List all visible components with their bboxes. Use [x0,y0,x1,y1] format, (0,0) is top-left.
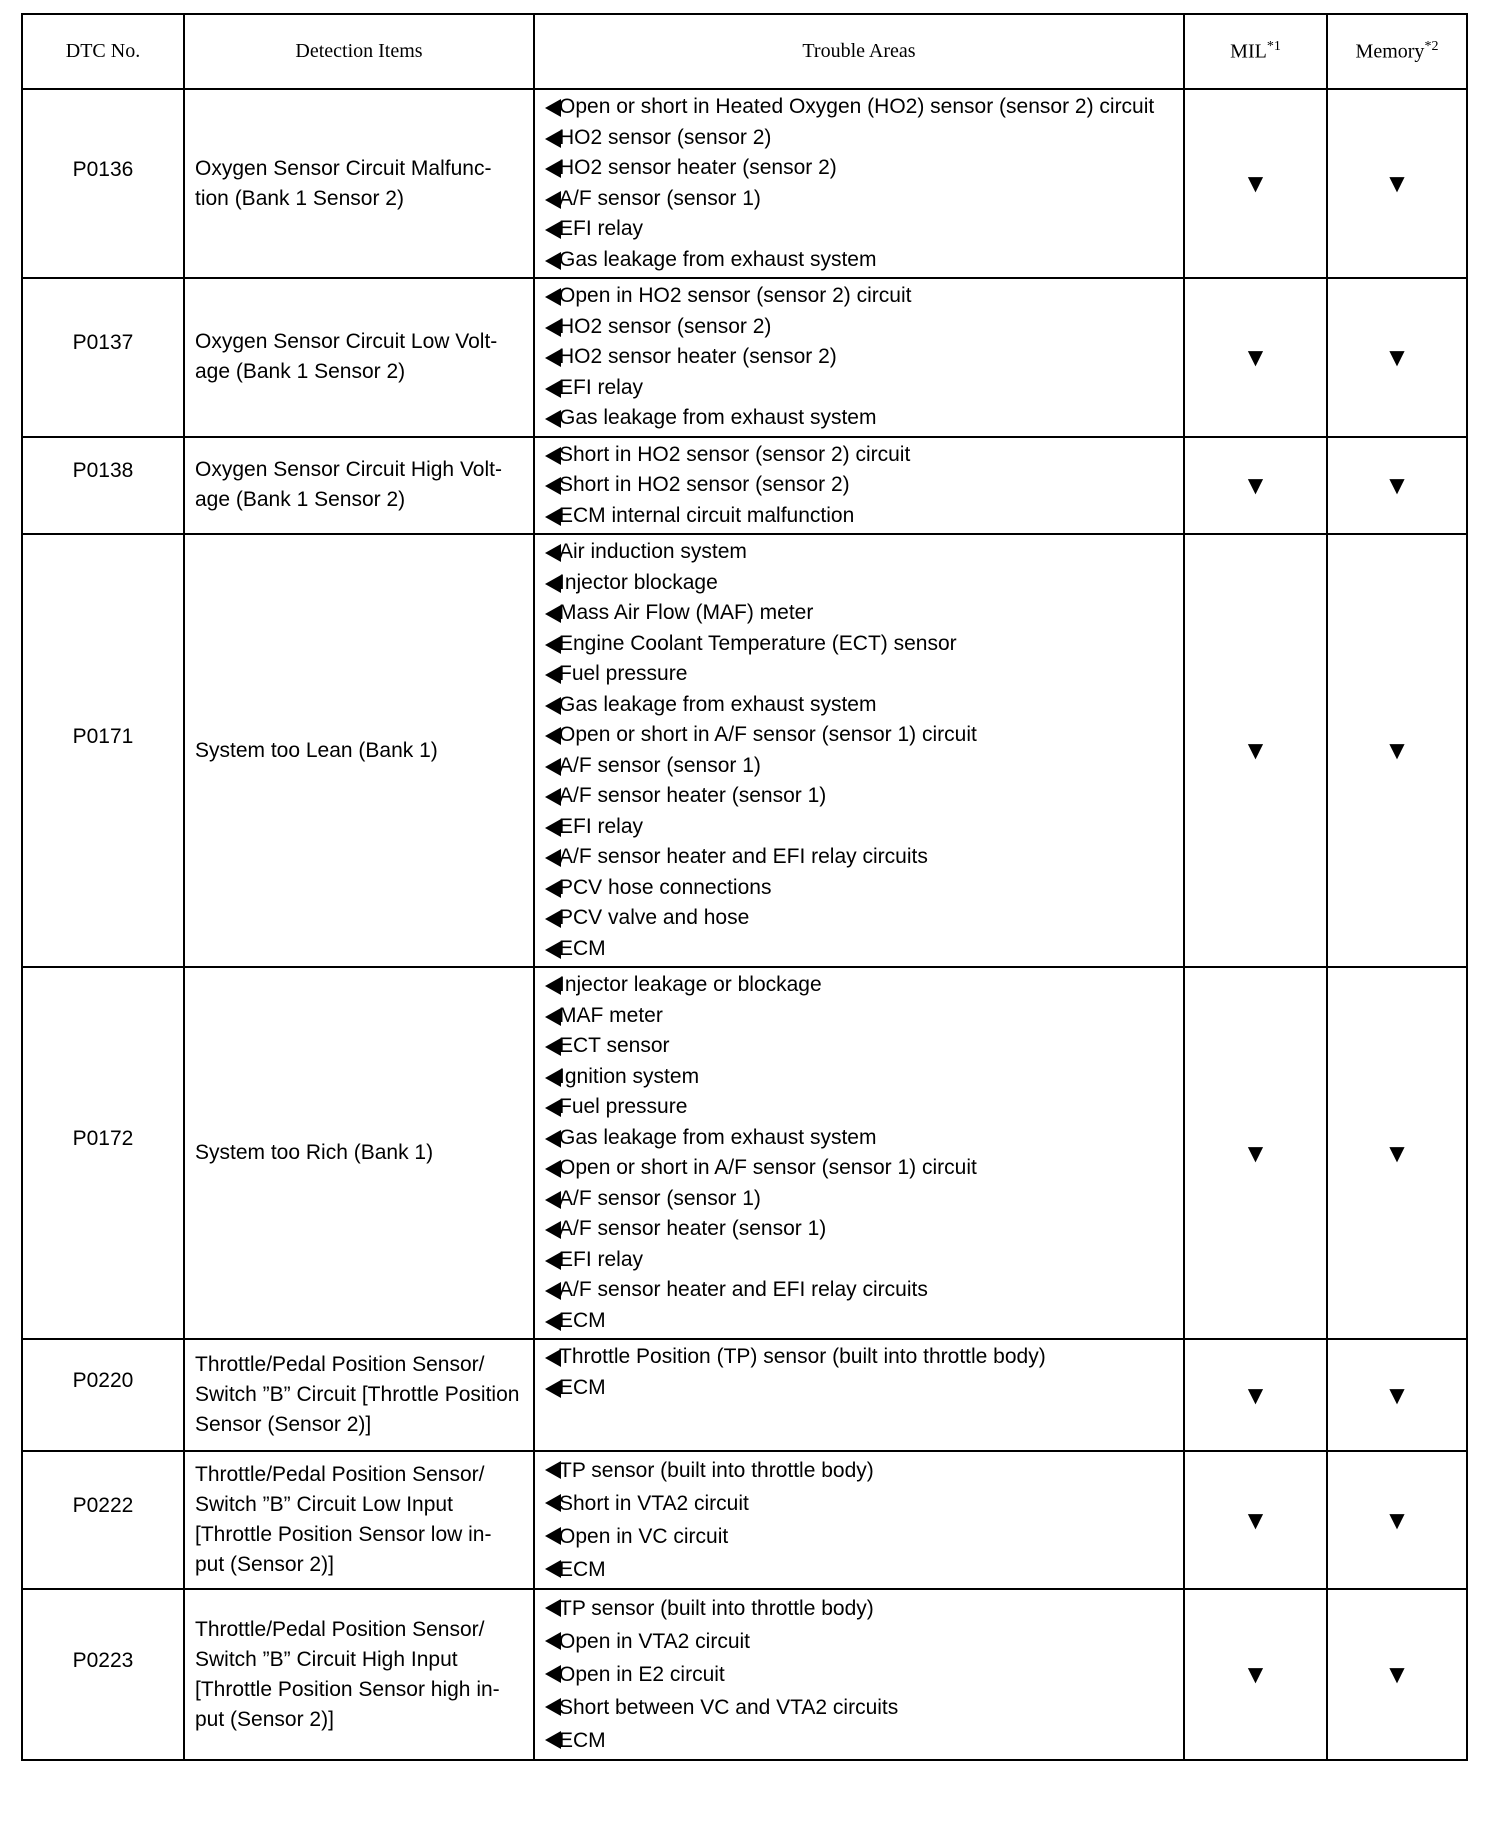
trouble-area-item: PCV hose connections [545,873,1173,904]
detection-item: System too Rich (Bank 1) [184,967,534,1339]
table-row [22,437,1467,535]
trouble-area-item: Fuel pressure [545,659,1173,690]
trouble-area-item: A/F sensor (sensor 1) [545,1184,1173,1215]
dtc-code-cell [22,967,184,1339]
dtc-code: P0171 [72,724,134,748]
trouble-area-item: ECT sensor [545,1031,1173,1062]
table-row [22,1589,1467,1760]
trouble-area-item: A/F sensor (sensor 1) [545,184,1173,215]
trouble-area-item: Ignition system [545,1062,1173,1093]
header-trouble-areas-label: Trouble Areas [802,40,916,62]
trouble-areas-list [545,281,1173,434]
table-row [22,89,1467,278]
dtc-code-cell [22,278,184,437]
trouble-areas-list [545,1342,1173,1403]
header-memory-footnote: *2 [1424,39,1439,55]
trouble-areas-cell [534,89,1184,278]
dtc-table-body [22,89,1467,1760]
trouble-area-item: Short between VC and VTA2 circuits [545,1691,1173,1724]
trouble-area-item: Air induction system [545,537,1173,568]
trouble-area-item: ECM [545,1373,1173,1404]
detection-item: Throttle/Pedal Position Sensor/ Switch ”B” Circuit [Throttle Position Sensor (Sensor 2)] [184,1339,534,1451]
trouble-areas-cell [534,1451,1184,1589]
dtc-code-cell [22,437,184,535]
trouble-areas-cell [534,1589,1184,1760]
dtc-code: P0137 [72,331,134,355]
table-row [22,278,1467,437]
trouble-areas-list [545,92,1173,275]
dtc-code-cell [22,1339,184,1451]
memory-indicator: ▼ [1327,534,1467,967]
trouble-area-item: Open in VC circuit [545,1520,1173,1553]
trouble-area-item: Injector leakage or blockage [545,970,1173,1001]
trouble-area-item: HO2 sensor heater (sensor 2) [545,153,1173,184]
trouble-area-item: Short in VTA2 circuit [545,1487,1173,1520]
trouble-areas-list [545,440,1173,532]
memory-indicator: ▼ [1327,1589,1467,1760]
dtc-code: P0172 [72,1127,134,1150]
mil-indicator: ▼ [1184,437,1327,535]
header-dtc-no-label: DTC No. [65,40,141,62]
trouble-area-item: EFI relay [545,1245,1173,1276]
detection-item: Oxygen Sensor Circuit Low Volt- age (Bank 1 Sensor 2) [184,278,534,437]
trouble-area-item: ECM [545,1553,1173,1586]
trouble-areas-cell [534,1339,1184,1451]
trouble-area-item: ECM [545,934,1173,965]
dtc-table [21,13,1468,1761]
memory-indicator: ▼ [1327,967,1467,1339]
trouble-area-item: Open in HO2 sensor (sensor 2) circuit [545,281,1173,312]
memory-indicator: ▼ [1327,1451,1467,1589]
detection-item: Oxygen Sensor Circuit High Volt- age (Bank 1 Sensor 2) [184,437,534,535]
dtc-code-cell [22,1451,184,1589]
mil-indicator: ▼ [1184,967,1327,1339]
dtc-code: P0223 [72,1648,134,1672]
trouble-area-item: A/F sensor heater (sensor 1) [545,781,1173,812]
header-mil-footnote: *1 [1266,39,1281,55]
trouble-areas-cell [534,437,1184,535]
mil-indicator: ▼ [1184,89,1327,278]
mil-indicator: ▼ [1184,278,1327,437]
dtc-code-cell [22,534,184,967]
memory-indicator: ▼ [1327,89,1467,278]
detection-item: Throttle/Pedal Position Sensor/ Switch ”B” Circuit High Input [Throttle Position Sensor high in- put (Sensor 2)] [184,1589,534,1760]
trouble-area-item: Engine Coolant Temperature (ECT) sensor [545,629,1173,660]
header-dtc-no [22,14,184,89]
trouble-areas-cell [534,278,1184,437]
trouble-area-item: EFI relay [545,214,1173,245]
trouble-area-item: ECM internal circuit malfunction [545,501,1173,532]
trouble-area-item: Open or short in A/F sensor (sensor 1) circuit [545,720,1173,751]
table-row [22,1451,1467,1589]
header-memory [1327,14,1467,89]
trouble-areas-list [545,1592,1173,1757]
trouble-area-item: Gas leakage from exhaust system [545,1123,1173,1154]
trouble-area-item: Mass Air Flow (MAF) meter [545,598,1173,629]
trouble-area-item: Open or short in Heated Oxygen (HO2) sensor (sensor 2) circuit [545,92,1173,123]
trouble-area-item: Open or short in A/F sensor (sensor 1) circuit [545,1153,1173,1184]
mil-indicator: ▼ [1184,1339,1327,1451]
mil-indicator: ▼ [1184,1451,1327,1589]
dtc-code-cell [22,1589,184,1760]
trouble-areas-cell [534,534,1184,967]
trouble-area-item: EFI relay [545,373,1173,404]
header-detection-items [184,14,534,89]
memory-indicator: ▼ [1327,1339,1467,1451]
trouble-area-item: Short in HO2 sensor (sensor 2) circuit [545,440,1173,471]
dtc-code: P0220 [72,1369,134,1392]
header-trouble-areas [534,14,1184,89]
detection-item: Throttle/Pedal Position Sensor/ Switch ”B” Circuit Low Input [Throttle Position Sensor low in- put (Sensor 2)] [184,1451,534,1589]
trouble-area-item: Injector blockage [545,568,1173,599]
header-row [22,14,1467,89]
trouble-area-item: PCV valve and hose [545,903,1173,934]
trouble-area-item: MAF meter [545,1001,1173,1032]
memory-indicator: ▼ [1327,278,1467,437]
dtc-code: P0136 [72,157,134,181]
detection-item: System too Lean (Bank 1) [184,534,534,967]
table-row [22,967,1467,1339]
trouble-area-item: Open in E2 circuit [545,1658,1173,1691]
detection-item: Oxygen Sensor Circuit Malfunc- tion (Bank 1 Sensor 2) [184,89,534,278]
trouble-area-item: Fuel pressure [545,1092,1173,1123]
dtc-code: P0222 [72,1494,134,1517]
mil-indicator: ▼ [1184,534,1327,967]
trouble-area-item: A/F sensor heater and EFI relay circuits [545,1275,1173,1306]
mil-indicator: ▼ [1184,1589,1327,1760]
trouble-area-item: Gas leakage from exhaust system [545,245,1173,276]
trouble-area-item: ECM [545,1306,1173,1337]
trouble-area-item: ECM [545,1724,1173,1757]
trouble-area-item: A/F sensor (sensor 1) [545,751,1173,782]
trouble-area-item: TP sensor (built into throttle body) [545,1592,1173,1625]
trouble-area-item: EFI relay [545,812,1173,843]
trouble-area-item: TP sensor (built into throttle body) [545,1454,1173,1487]
trouble-area-item: HO2 sensor (sensor 2) [545,123,1173,154]
trouble-areas-cell [534,967,1184,1339]
memory-indicator: ▼ [1327,437,1467,535]
table-row [22,534,1467,967]
dtc-code: P0138 [72,459,134,483]
trouble-area-item: A/F sensor heater (sensor 1) [545,1214,1173,1245]
trouble-area-item: Gas leakage from exhaust system [545,403,1173,434]
dtc-code-cell [22,89,184,278]
trouble-areas-list [545,970,1173,1336]
header-mil [1184,14,1327,89]
trouble-area-item: HO2 sensor (sensor 2) [545,312,1173,343]
trouble-areas-list [545,1454,1173,1586]
trouble-area-item: A/F sensor heater and EFI relay circuits [545,842,1173,873]
trouble-area-item: Throttle Position (TP) sensor (built into throttle body) [545,1342,1173,1373]
table-row [22,1339,1467,1451]
header-mil-label: MIL [1230,40,1267,63]
trouble-areas-list [545,537,1173,964]
trouble-area-item: Gas leakage from exhaust system [545,690,1173,721]
trouble-area-item: Open in VTA2 circuit [545,1625,1173,1658]
trouble-area-item: Short in HO2 sensor (sensor 2) [545,470,1173,501]
header-memory-label: Memory [1355,40,1425,63]
header-detection-items-label: Detection Items [295,40,423,62]
trouble-area-item: HO2 sensor heater (sensor 2) [545,342,1173,373]
